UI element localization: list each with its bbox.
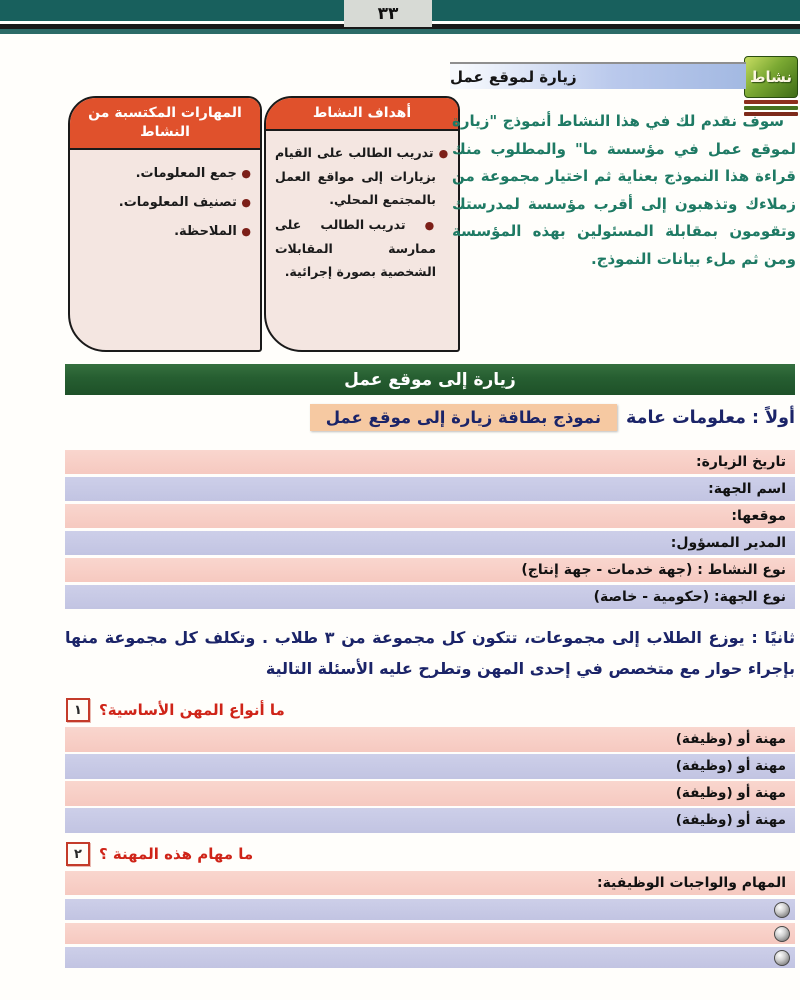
skill-text: تصنيف المعلومات. [118,195,237,210]
field-row-visit-date[interactable]: تاريخ الزيارة: [65,450,795,474]
book-stack-icon: نشاط [744,56,798,98]
objective-text: تدريب الطالب على القيام بزيارات إلى مواقع العمل بالمجتمع المحلي. [275,145,436,207]
question-2 [66,842,253,866]
section1-heading: أولاً : معلومات عامة [626,407,795,428]
form-banner: زيارة إلى موقع عمل [65,364,795,395]
skill-text: جمع المعلومات. [135,166,237,181]
job-row[interactable]: مهنة أو (وظيفة) [65,727,795,752]
page-number: ٣٣ [344,0,432,27]
bullet-icon: ● [241,167,251,180]
question-1-text: ما أنواع المهن الأساسية؟ [99,701,285,719]
list-item [275,213,449,283]
list-item [79,189,251,216]
objectives-box-title: أهداف النشاط [266,98,458,131]
duties-label-row: المهام والواجبات الوظيفية: [65,871,795,895]
section1-heading-row [65,404,795,431]
bullet-icon: ● [424,219,449,232]
question-2-number-box: ٢ [66,842,90,866]
bullet-icon: ● [241,196,251,209]
section2-paragraph: ثانيًا : يوزع الطلاب إلى مجموعات، تتكون كل مجموعة من ٣ طلاب . وتكلف كل مجموعة منها بإجراء حوار مع متخصص في إحدى المهن وتطرح عليه الأسئلة التالية [65,628,796,678]
activity-title-strip [450,62,746,89]
answer-line[interactable] [65,923,795,944]
intro-paragraph: سوف نقدم لك في هذا النشاط أنموذج "زيارة لموقع عمل في مؤسسة ما" والمطلوب منك قراءة هذا النموذج بعناية ثم اختيار مجموعة من زملاءك وتذهبون إلى أقرب مؤسسة لمدرستك وتقومون بمقابلة المسئولين بهذه المؤسسة ومن ثم ملء بيانات النموذج. [452,112,796,268]
job-row[interactable]: مهنة أو (وظيفة) [65,781,795,806]
field-row-manager[interactable]: المدير المسؤول: [65,531,795,555]
bullet-icon: ● [438,147,449,160]
activity-title: زيارة لموقع عمل [450,67,577,86]
skill-text: الملاحظة. [174,224,237,239]
field-row-entity-name[interactable]: اسم الجهة: [65,477,795,501]
book-stack-icon [744,100,798,104]
field-row-activity-type[interactable]: نوع النشاط : (جهة خدمات - جهة إنتاج) [65,558,795,582]
section1-highlight: نموذج بطاقة زيارة إلى موقع عمل [310,404,617,431]
objectives-box-body [266,131,458,295]
list-item [275,141,449,211]
objective-text: تدريب الطالب على ممارسة المقابلات الشخصية بصورة إجرائية. [275,217,436,279]
skills-box-body [70,150,260,257]
job-row[interactable]: مهنة أو (وظيفة) [65,754,795,779]
field-row-entity-type[interactable]: نوع الجهة: (حكومية - خاصة) [65,585,795,609]
list-item [79,160,251,187]
bullet-circle-icon [774,902,790,918]
question-1 [66,698,285,722]
objectives-box [264,96,460,352]
skills-box [68,96,262,352]
bullet-icon: ● [241,225,251,238]
skills-box-title: المهارات المكتسبة من النشاط [70,98,260,150]
bullet-circle-icon [774,926,790,942]
answer-line[interactable] [65,947,795,968]
question-2-text: ما مهام هذه المهنة ؟ [99,845,254,863]
job-row[interactable]: مهنة أو (وظيفة) [65,808,795,833]
bullet-circle-icon [774,950,790,966]
field-row-location[interactable]: موقعها: [65,504,795,528]
list-item [79,218,251,245]
answer-line[interactable] [65,899,795,920]
question-1-number-box: ١ [66,698,90,722]
header-teal-rule [0,29,800,34]
activity-badge [744,56,798,116]
